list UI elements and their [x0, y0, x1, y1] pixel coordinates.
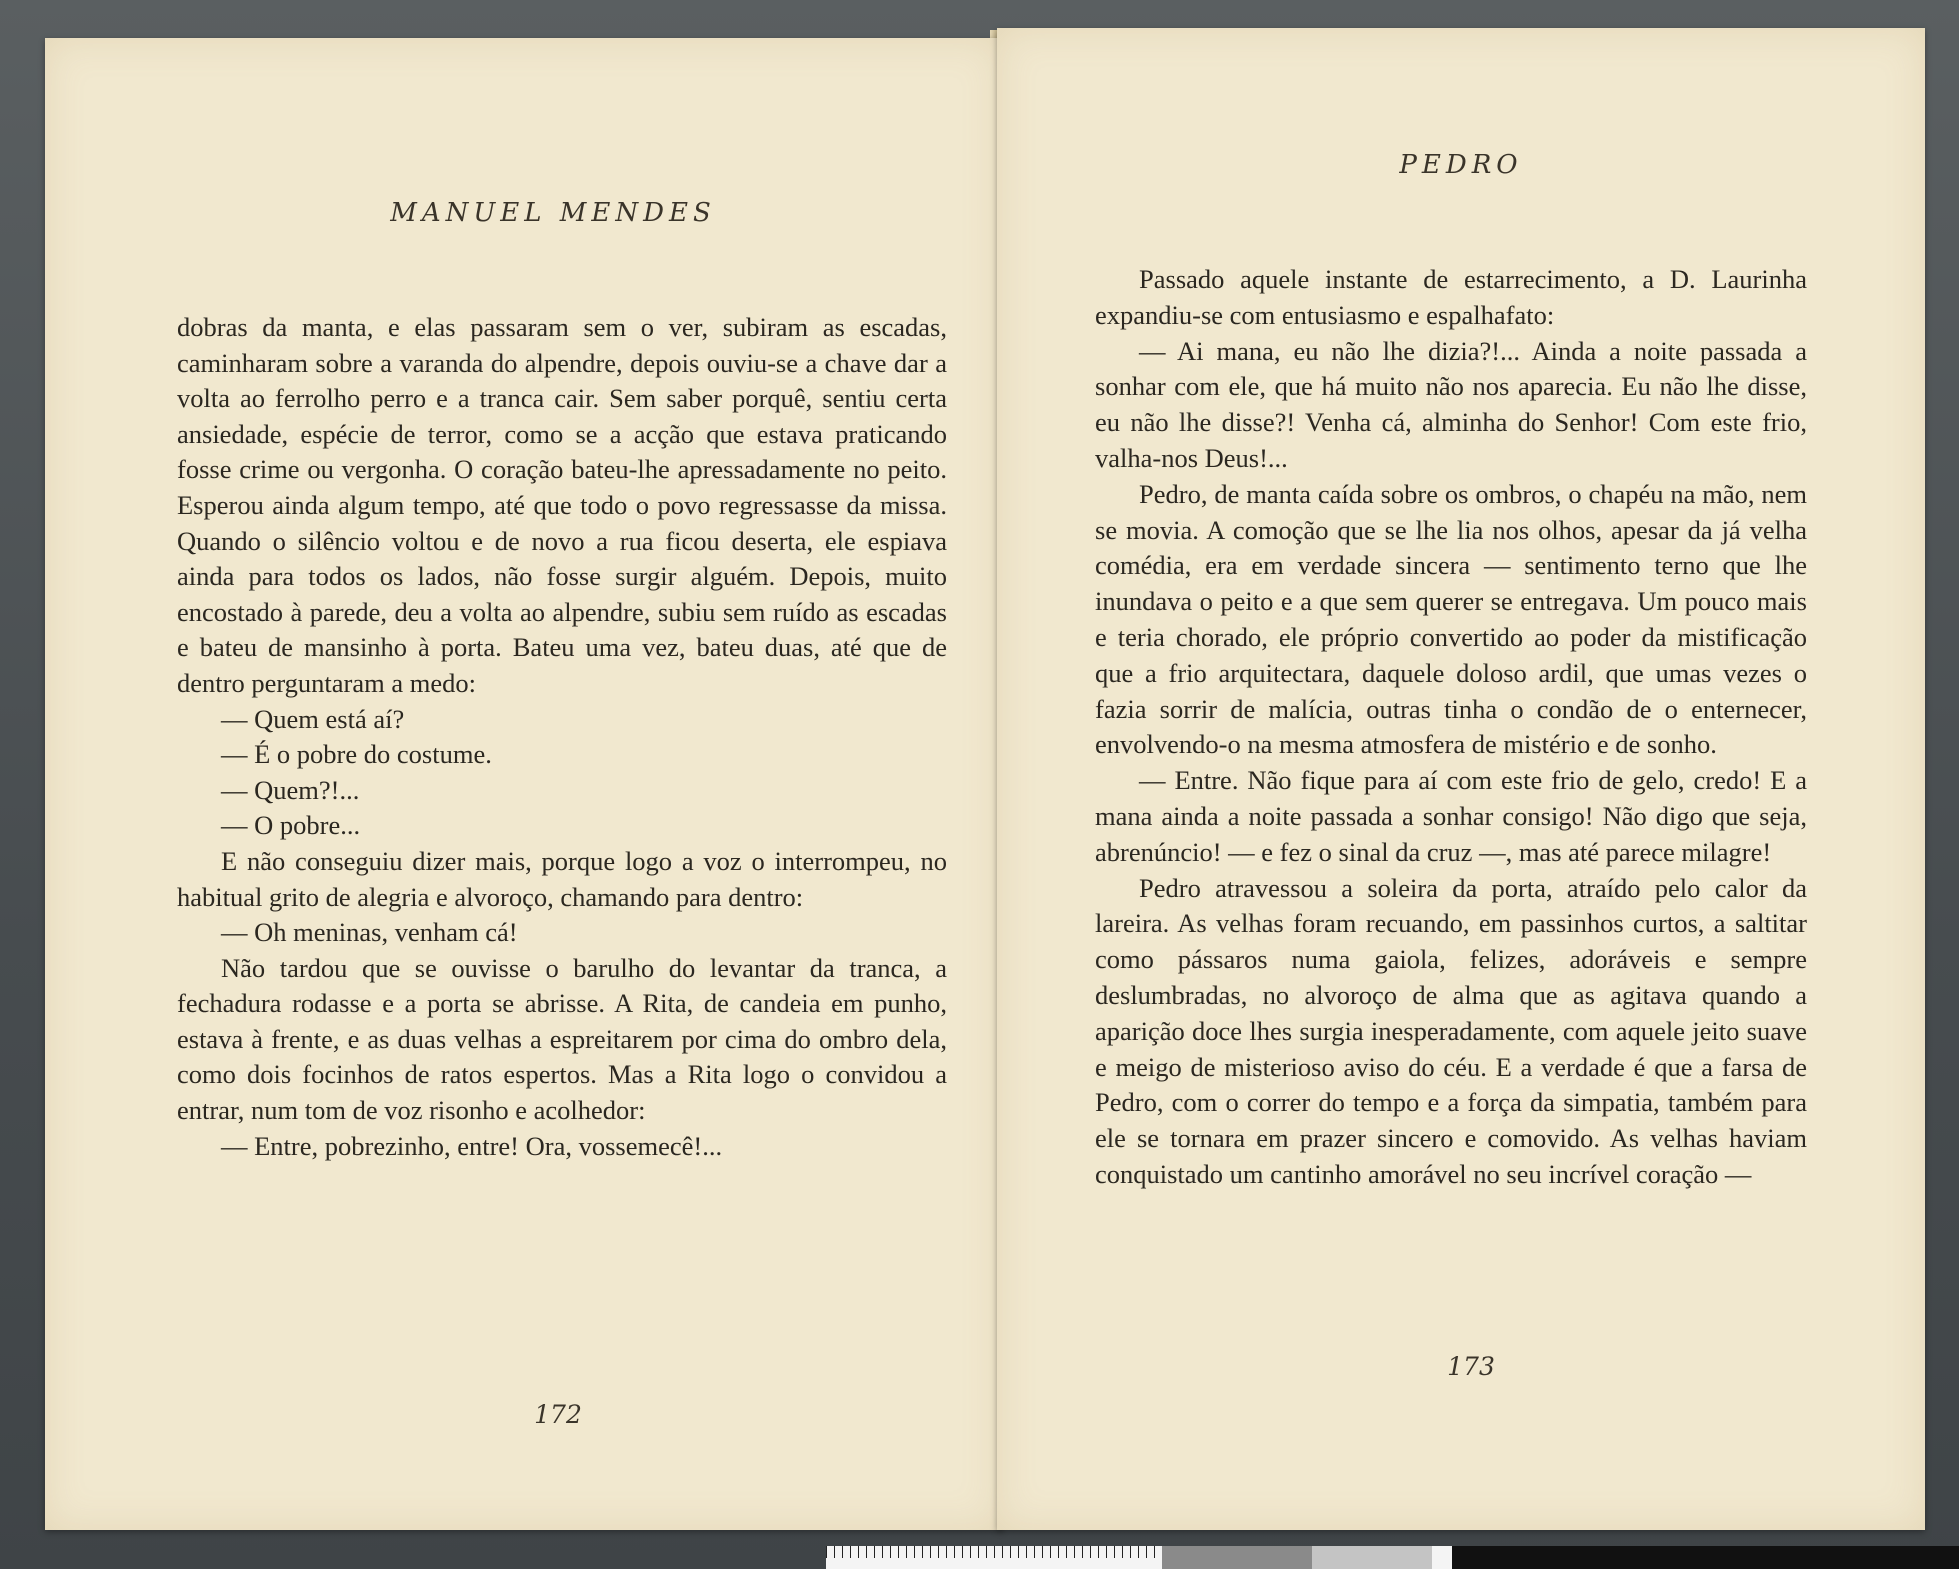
ruler-lightgrey-segment [1312, 1546, 1432, 1569]
right-running-head: PEDRO [1399, 150, 1523, 180]
dialogue-line: — O pobre... [221, 810, 361, 841]
dialogue-line: — Entre, pobrezinho, entre! Ora, vossemecê!... [221, 1130, 723, 1161]
left-page [45, 38, 1003, 1530]
dialogue-line: — Oh meninas, venham cá! [221, 917, 518, 948]
left-body-text [177, 310, 947, 1164]
right-body-text [1095, 262, 1807, 1193]
dialogue-line: — É o pobre do costume. [221, 739, 492, 770]
paragraph: Pedro, de manta caída sobre os ombros, o chapéu na mão, nem se movia. A comoção que se lhe lia nos olhos, apesar da já velha comédia, era em verdade sincera — sentimento terno que lhe inundava o peito e a que sem querer se entregava. Um pouco mais e teria chorado, ele próprio convertido ao poder da mistificação que a frio arquitectara, daquele doloso ardil, que umas vezes o fazia sorrir de malícia, outras tinha o condão de o enternecer, envolvendo-o na mesma atmosfera de mistério e de sonho. [1095, 478, 1807, 760]
dialogue-line: — Entre. Não fique para aí com este frio de gelo, credo! E a mana ainda a noite passada a sonhar consigo! Não digo que seja, abrenúncio! — e fez o sinal da cruz —, mas até parece milagre! [1095, 765, 1807, 867]
ruler-grey-segment [1162, 1546, 1312, 1569]
paragraph: Não tardou que se ouvisse o barulho do levantar da tranca, a fechadura rodasse e a porta se abrisse. A Rita, de candeia em punho, estava à frente, e as duas velhas a espreitarem por cima do ombro dela, como dois focinhos de ratos espertos. Mas a Rita logo o convidou a entrar, num tom de voz risonho e acolhedor: [177, 952, 947, 1126]
ruler-ticks [826, 1546, 1162, 1558]
dialogue-line: — Ai mana, eu não lhe dizia?!... Ainda a noite passada a sonhar com ele, que há muito não nos aparecia. Eu não lhe disse, eu não lhe disse?! Venha cá, alminha do Senhor! Com este frio, valha-nos Deus!... [1095, 335, 1807, 473]
right-page-number: 173 [1447, 1352, 1495, 1381]
right-page [997, 28, 1925, 1530]
paragraph: dobras da manta, e elas passaram sem o ver, subiram as escadas, caminharam sobre a varanda do alpendre, depois ouviu-se a chave dar a volta ao ferrolho perro e a tranca cair. Sem saber porquê, sentiu certa ansiedade, espécie de terror, como se a acção que estava praticando fosse crime ou vergonha. O coração bateu-lhe apressadamente no peito. Esperou ainda algum tempo, até que todo o povo regressasse da missa. Quando o silêncio voltou e de novo a rua ficou deserta, ele espiava ainda para todos os lados, não fosse surgir alguém. Depois, muito encostado à parede, deu a volta ao alpendre, subiu sem ruído as escadas e bateu de mansinho à porta. Bateu uma vez, bateu duas, até que de dentro perguntaram a medo: [177, 312, 947, 698]
ruler-white-segment-2 [1432, 1546, 1452, 1569]
left-running-head: MANUEL MENDES [390, 198, 716, 228]
paragraph: Pedro atravessou a soleira da porta, atraído pelo calor da lareira. As velhas foram recuando, em passinhos curtos, a saltitar como pássaros numa gaiola, felizes, adoráveis e sempre deslumbradas, no alvoroço de alma que as agitava quando a aparição doce lhes surgia inesperadamente, com aquele jeito suave e meigo de misterioso aviso do céu. E a verdade é que a farsa de Pedro, com o correr do tempo e a força da simpatia, também para ele se tornara em prazer sincero e comovido. As velhas haviam conquistado um cantinho amorável no seu incrível coração — [1095, 872, 1807, 1189]
paragraph: Passado aquele instante de estarrecimento, a D. Laurinha expandiu-se com entusiasmo e espalhafato: [1095, 264, 1807, 330]
left-page-number: 172 [534, 1400, 582, 1429]
color-calibration-ruler [826, 1546, 1959, 1569]
paragraph: E não conseguiu dizer mais, porque logo a voz o interrompeu, no habitual grito de alegria e alvoroço, chamando para dentro: [177, 845, 947, 912]
dialogue-line: — Quem?!... [221, 774, 360, 805]
dialogue-line: — Quem está aí? [221, 703, 405, 734]
